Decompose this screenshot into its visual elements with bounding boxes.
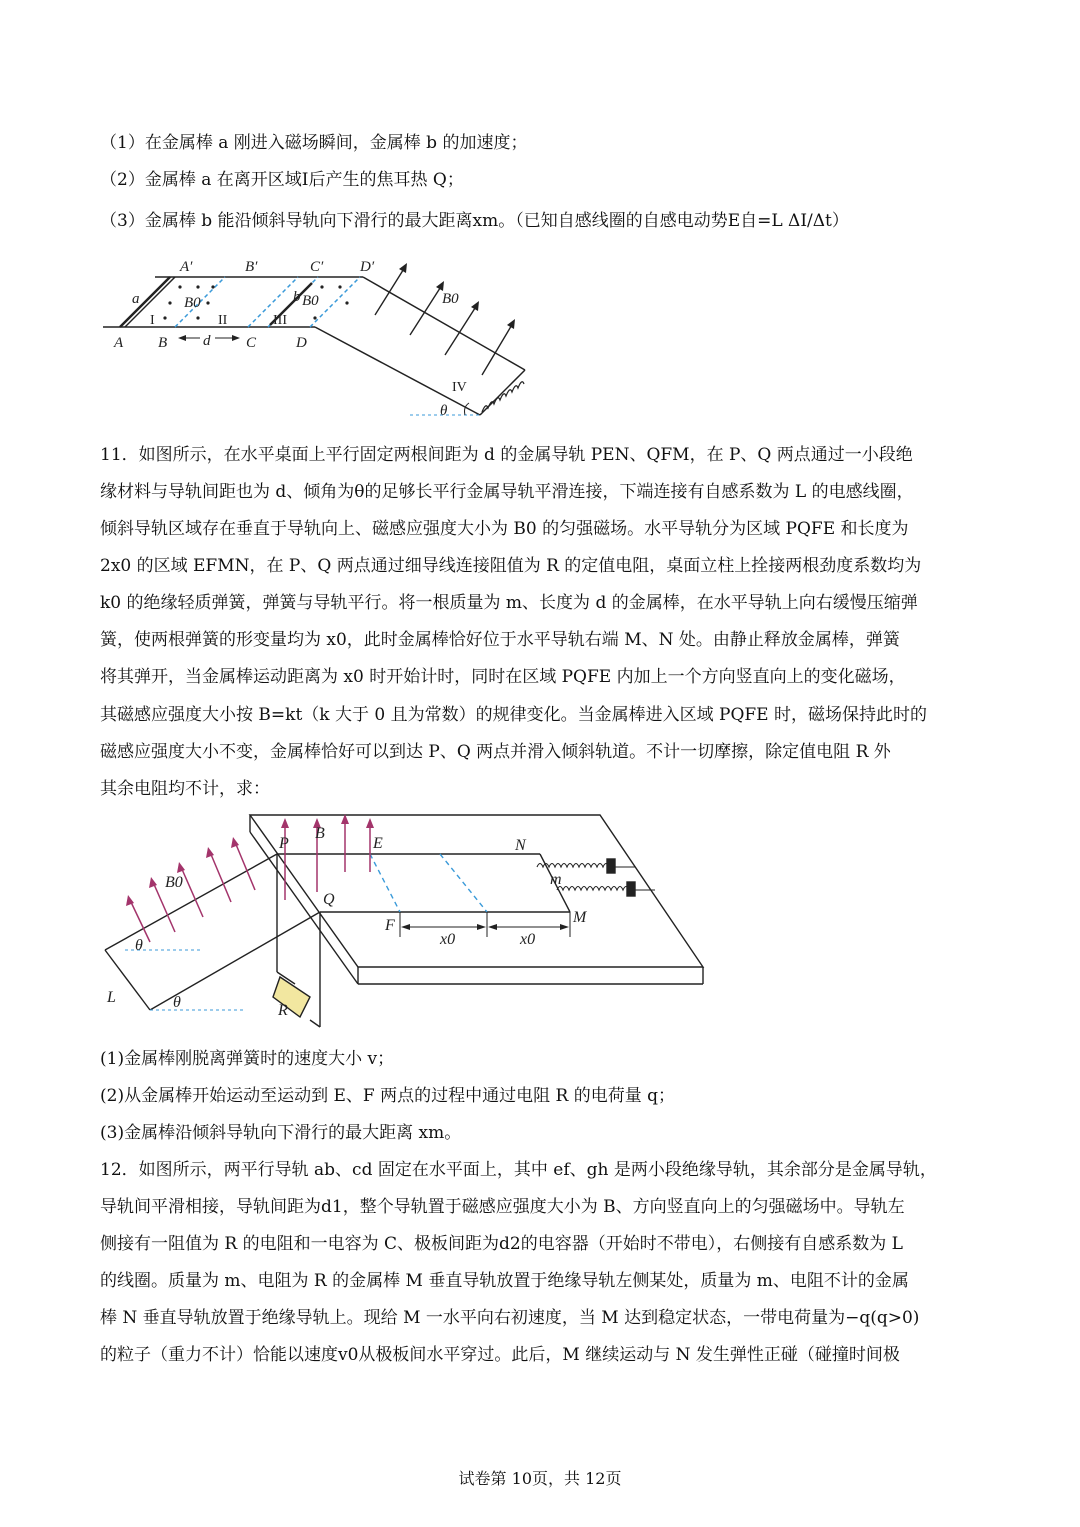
q10-part-2: （2）金属棒 a 在离开区域Ⅰ后产生的焦耳热 Q； xyxy=(100,170,464,190)
q12-line-5: 棒 N 垂直导轨放置于绝缘导轨上。现给 M 一水平向右初速度，当 M 达到稳定状态，一带电荷量为−q(q>0) xyxy=(100,1308,920,1328)
q12-line-4: 的线圈。质量为 m、电阻为 R 的金属棒 M 垂直导轨放置于绝缘导轨左侧某处，质量为 m、电阻不计的金属 xyxy=(100,1271,909,1291)
q10-part-3: （3）金属棒 b 能沿倾斜导轨向下滑行的最大距离xm。（已知自感线圈的自感电动势E自=L ΔI/Δt） xyxy=(100,211,849,231)
q12-line-6: 的粒子（重力不计）恰能以速度v0从极板间水平穿过。此后，M 继续运动与 N 发生弹性正碰（碰撞时间极 xyxy=(100,1345,900,1365)
q11-line-6: 簧，使两根弹簧的形变量均为 x0，此时金属棒恰好位于水平导轨右端 M、N 处。由静止释放金属棒，弹簧 xyxy=(100,630,900,650)
q10-figure xyxy=(100,255,540,425)
label-region-2: II xyxy=(218,313,228,328)
label-distance-d: d xyxy=(203,333,211,349)
label-l: L xyxy=(107,989,116,1006)
label-m-point: M xyxy=(573,909,587,926)
label-x0-first: x0 xyxy=(440,931,456,948)
label-region-4: IV xyxy=(452,380,467,395)
q10-part-1: （1）在金属棒 a 刚进入磁场瞬间，金属棒 b 的加速度； xyxy=(100,133,528,153)
label-region-1: I xyxy=(150,313,155,328)
q11-part-2: (2)从金属棒开始运动至运动到 E、F 两点的过程中通过电阻 R 的电荷量 q； xyxy=(100,1086,675,1106)
label-a-prime: A′ xyxy=(180,259,193,275)
label-c-prime: C′ xyxy=(310,259,324,275)
label-point-c: C xyxy=(246,335,257,351)
label-f: F xyxy=(385,917,395,934)
q11-line-4: 2x0 的区域 EFMN，在 P、Q 两点通过细导线连接阻值为 R 的定值电阻，桌面立柱上拴接两根劲度系数均为 xyxy=(100,556,922,576)
label-x0-second: x0 xyxy=(520,931,536,948)
page-footer: 试卷第 10页，共 12页 xyxy=(458,1469,622,1488)
label-b0-region3: B0 xyxy=(302,293,319,309)
label-b: B xyxy=(315,825,325,842)
label-m-mass: m xyxy=(550,871,562,888)
label-theta-upper: θ xyxy=(135,937,143,954)
q11-figure xyxy=(95,812,715,1037)
q11-line-1: 11．如图所示，在水平桌面上平行固定两根间距为 d 的金属导轨 PEN、QFM，在 P、Q 两点通过一小段绝 xyxy=(100,445,913,465)
q12-line-2: 导轨间平滑相接，导轨间距为d1，整个导轨置于磁感应强度大小为 B、方向竖直向上的匀强磁场中。导轨左 xyxy=(100,1197,905,1217)
q11-part-1: (1)金属棒刚脱离弹簧时的速度大小 v； xyxy=(100,1049,395,1069)
q12-line-1: 12．如图所示，两平行导轨 ab、cd 固定在水平面上，其中 ef、gh 是两小段绝缘导轨，其余部分是金属导轨， xyxy=(100,1160,937,1180)
q11-line-5: k0 的绝缘轻质弹簧，弹簧与导轨平行。将一根质量为 m、长度为 d 的金属棒，在水平导轨上向右缓慢压缩弹 xyxy=(100,593,918,613)
label-point-d: D xyxy=(296,335,307,351)
label-q: Q xyxy=(323,891,335,908)
label-point-b: B xyxy=(158,335,168,351)
label-theta: θ xyxy=(440,403,448,419)
label-bar-a: a xyxy=(132,291,140,307)
label-point-a: A xyxy=(114,335,124,351)
label-n: N xyxy=(515,837,526,854)
label-p: P xyxy=(279,835,289,852)
label-b-prime: B′ xyxy=(245,259,258,275)
q11-line-7: 将其弹开，当金属棒运动距离为 x0 时开始计时，同时在区域 PQFE 内加上一个方向竖直向上的变化磁场， xyxy=(100,667,906,687)
label-b0-region1: B0 xyxy=(184,295,201,311)
label-r: R xyxy=(278,1002,288,1019)
q11-line-9: 磁感应强度大小不变，金属棒恰好可以到达 P、Q 两点并滑入倾斜轨道。不计一切摩擦，除定值电阻 R 外 xyxy=(100,742,891,762)
q12-line-3: 侧接有一阻值为 R 的电阻和一电容为 C、极板间距为d2的电容器（开始时不带电），右侧接有自感系数为 L xyxy=(100,1234,903,1254)
label-d-prime: D′ xyxy=(360,259,375,275)
label-theta-lower: θ xyxy=(173,994,181,1011)
label-bar-b: b xyxy=(293,289,301,305)
label-e: E xyxy=(373,835,383,852)
q11-part-3: (3)金属棒沿倾斜导轨向下滑行的最大距离 xm。 xyxy=(100,1123,462,1143)
q11-line-3: 倾斜导轨区域存在垂直于导轨向上、磁感应强度大小为 B0 的匀强磁场。水平导轨分为区域 PQFE 和长度为 xyxy=(100,519,909,539)
q11-line-10: 其余电阻均不计，求： xyxy=(100,779,270,799)
label-region-3: III xyxy=(273,313,287,328)
q11-line-8: 其磁感应强度大小按 B=kt（k 大于 0 且为常数）的规律变化。当金属棒进入区域 PQFE 时，磁场保持此时的 xyxy=(100,705,927,725)
label-b0: B0 xyxy=(165,874,183,891)
q11-line-2: 缘材料与导轨间距也为 d、倾角为θ的足够长平行金属导轨平滑连接，下端连接有自感系数为 L 的电感线圈， xyxy=(100,482,914,502)
label-b0-incline: B0 xyxy=(442,291,459,307)
